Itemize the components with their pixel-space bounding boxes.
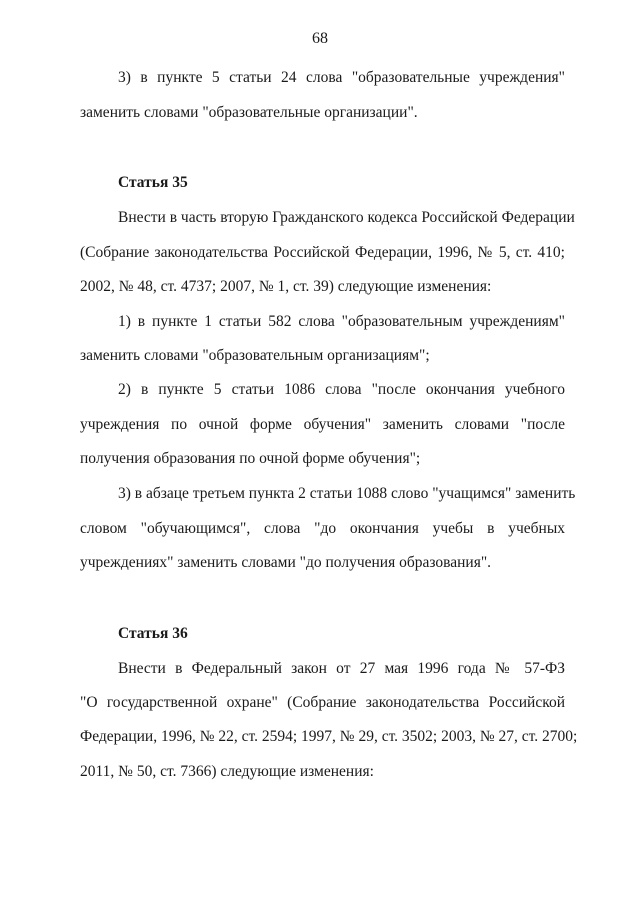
paragraph-line: (Собрание законодательства Российской Федерации, 1996, № 5, ст. 410; [80, 244, 565, 261]
paragraph-line: словом "обучающимся", слова "до окончания учебы в учебных [80, 520, 565, 537]
paragraph-line: 2011, № 50, ст. 7366) следующие изменения: [80, 763, 374, 780]
article-heading: Статья 35 [118, 174, 188, 191]
paragraph-line: Внести в часть вторую Гражданского кодекса Российской Федерации [118, 209, 575, 226]
paragraph-line: 3) в абзаце третьем пункта 2 статьи 1088 слово "учащимся" заменить [118, 485, 576, 502]
article-heading: Статья 36 [118, 625, 188, 642]
paragraph-line: заменить словами "образовательные организации". [80, 104, 418, 121]
paragraph-line: учреждениях" заменить словами "до получения образования". [80, 554, 492, 571]
paragraph-line: Внести в Федеральный закон от 27 мая 1996 года № 57-ФЗ [118, 660, 565, 677]
paragraph-line: 3) в пункте 5 статьи 24 слова "образовательные учреждения" [118, 69, 565, 86]
paragraph-line: получения образования по очной форме обучения"; [80, 450, 421, 467]
paragraph-line: 1) в пункте 1 статьи 582 слова "образовательным учреждениям" [118, 313, 565, 330]
paragraph-line: 2002, № 48, ст. 4737; 2007, № 1, ст. 39) следующие изменения: [80, 278, 492, 295]
paragraph-line: Федерации, 1996, № 22, ст. 2594; 1997, № 29, ст. 3502; 2003, № 27, ст. 2700; [80, 728, 578, 745]
paragraph-line: "О государственной охране" (Собрание законодательства Российской [80, 694, 565, 711]
page-number: 68 [312, 30, 328, 47]
paragraph-line: заменить словами "образовательным организациям"; [80, 347, 430, 364]
paragraph-line: 2) в пункте 5 статьи 1086 слова "после окончания учебного [118, 381, 565, 398]
paragraph-line: учреждения по очной форме обучения" заменить словами "после [80, 416, 565, 433]
